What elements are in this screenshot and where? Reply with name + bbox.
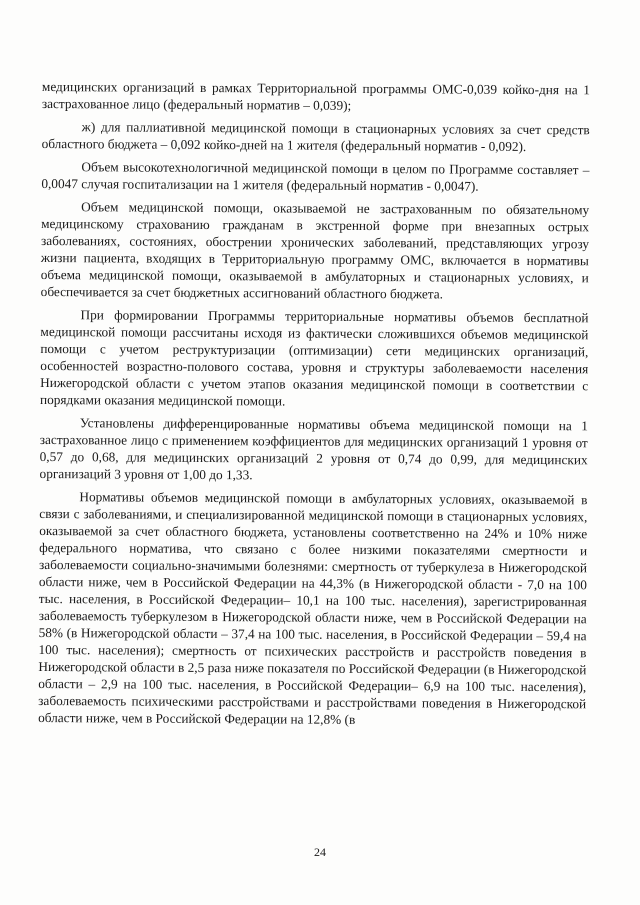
paragraph: При формировании Программы территориальные нормативы объемов бесплатной медицинской помощи рассчитаны исходя из фактически сложившихся объемов медицинской помощи с учетом реструктуризации (оптимизации) сети медицинских организаций, особенностей возрастно-полового состава, уровня и структуры заболеваемости населения Нижегородской области с учетом этапов оказания медицинской помощи в соответствии с порядками оказания медицинской помощи. [39, 307, 589, 409]
page-number: 24 [314, 845, 326, 859]
document-body [38, 78, 590, 735]
paragraph: Установлены дифференцированные нормативы объема медицинской помощи на 1 застрахованное лицо с применением коэффициентов для медицинских организаций 1 уровня от 0,57 до 0,68, для медицинских организаций 2 уровня от 0,74 до 0,99, для медицинских организаций 3 уровня от 1,00 до 1,33. [39, 415, 588, 483]
paragraph: ж) для паллиативной медицинской помощи в стационарных условиях за счет средств областного бюджета – 0,092 койко-дней на 1 жителя (федеральный норматив - 0,092). [41, 119, 590, 154]
paragraph: Объем медицинской помощи, оказываемой не застрахованным по обязательному медицинскому страхованию гражданам в экстренной форме при внезапных острых заболеваниях, состояниях, обострении хронических заболеваний, представляющих угрозу жизни пациента, входящих в Территориальную программу ОМС, включается в нормативы объема медицинской помощи, оказываемой в амбулаторных и стационарных условиях, и обеспечивается за счет бюджетных ассигнований областного бюджета. [40, 199, 590, 302]
paragraph: медицинских организаций в рамках Территориальной программы ОМС-0,039 койко-дня на 1 застрахованное лицо (федеральный норматив – 0,039); [41, 78, 590, 113]
paragraph: Объем высокотехнологичной медицинской помощи в целом по Программе составляет – 0,0047 случая госпитализации на 1 жителя (федеральный норматив - 0,0047). [41, 159, 590, 194]
paragraph: Нормативы объемов медицинской помощи в амбулаторных условиях, оказываемой в связи с заболеваниями, и специализированной медицинской помощи в стационарных условиях, оказываемой за счет областного бюджета, установлены соответственно на 24% и 10% ниже федерального норматива, что связано с более низкими показателями смертности и заболеваемости социально-значимыми болезнями: смертность от туберкулеза в Нижегородской области ниже, чем в Российской Федерации на 44,3% (в Нижегородской области - 7,0 на 100 тыс. населения, в Российской Федерации– 10,1 на 100 тыс. населения), зарегистрированная заболеваемость туберкулезом в Нижегородской области ниже, чем в Российской Федерации на 58% (в Нижегородской области – 37,4 на 100 тыс. населения, в Российской Федерации – 59,4 на 100 тыс. населения); смертность от психических расстройств и расстройств поведения в Нижегородской области в 2,5 раза ниже показателя по Российской Федерации (в Нижегородской области – 2,9 на 100 тыс. населения, в Российской Федерации– 6,9 на 100 тыс. населения), заболеваемость психическими расстройствами и расстройствами поведения в Нижегородской области ниже, чем в Российской Федерации на 12,8% (в [38, 489, 588, 727]
